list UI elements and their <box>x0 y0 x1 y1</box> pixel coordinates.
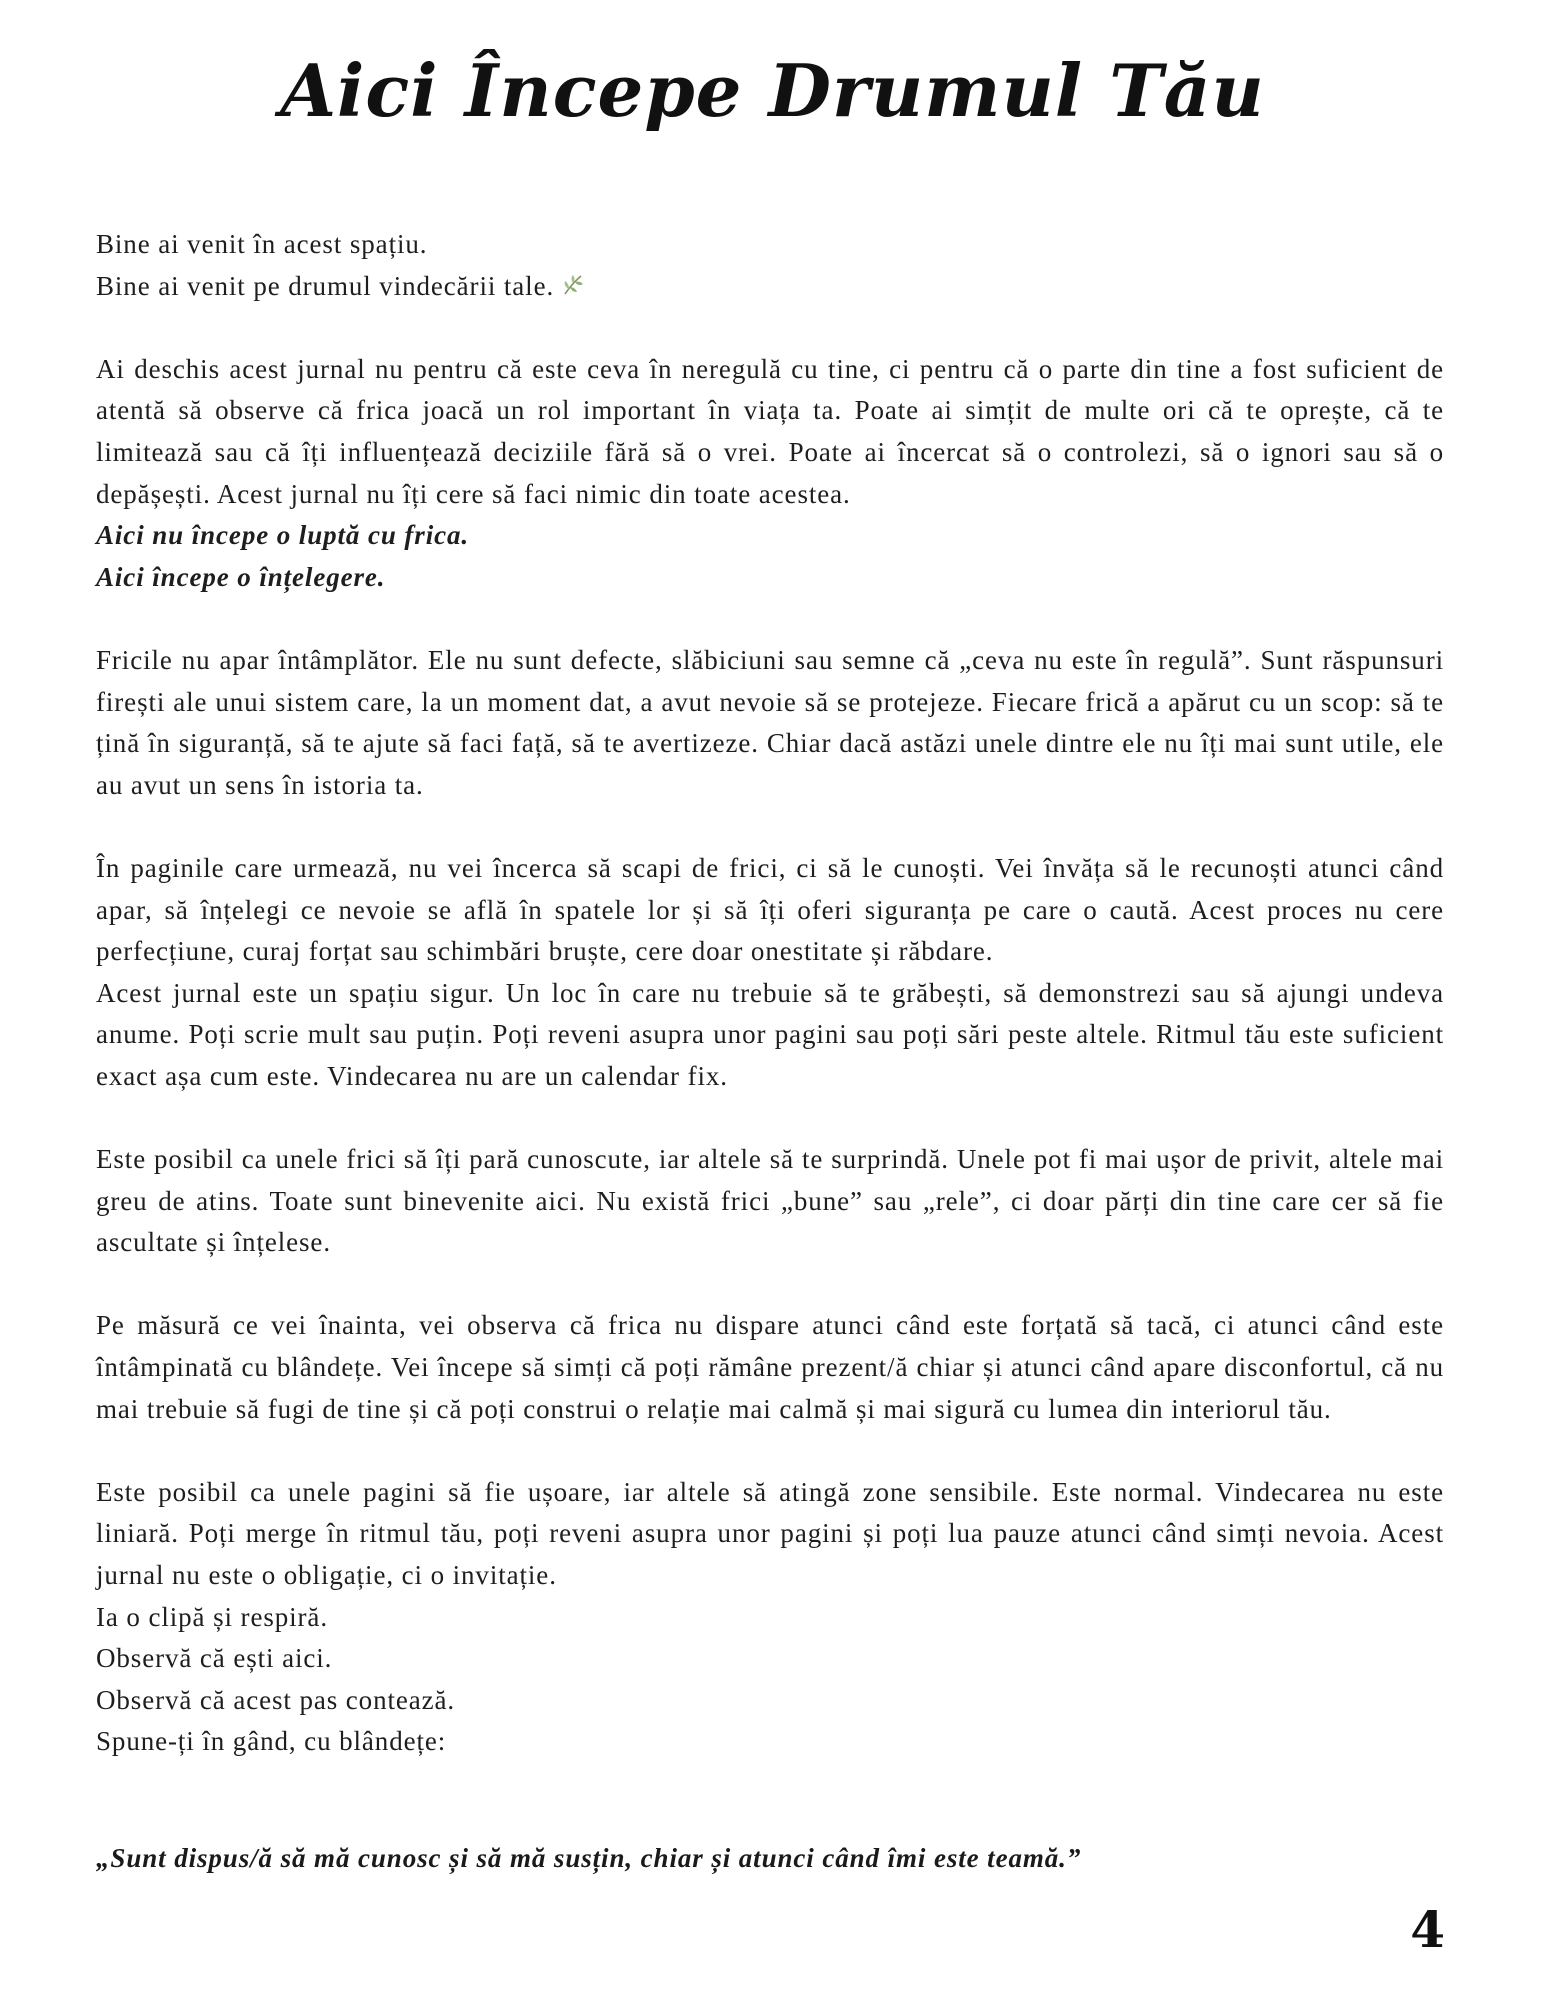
paragraph-5-text: Pe măsură ce vei înainta, vei observa că frica nu dispare atunci când este forțată să tacă, ci atunci când este întâmpinată cu blândețe. Vei începe să simți că poți rămâne prezent/ă chiar și atunci când apare disconfortul, că nu mai trebuie să fugi de tine și că poți construi o relație mai calmă și mai sigură cu lumea din interiorul tău. <box>96 1310 1444 1424</box>
page-title: Aici Începe Drumul Tău <box>280 48 1265 133</box>
paragraph-1 <box>96 349 1444 599</box>
paragraph-4-text: Este posibil ca unele frici să îți pară cunoscute, iar altele să te surprindă. Unele pot fi mai ușor de privit, altele mai greu de atins. Toate sunt binevenite aici. Nu există frici „bune” sau „rele”, ci doar părți din tine care cer să fie ascultate și înțelese. <box>96 1144 1444 1258</box>
intro-line-2: Bine ai venit pe drumul vindecării tale. <box>96 270 555 301</box>
leaf-icon <box>560 272 586 298</box>
paragraph-3-text-2: Acest jurnal este un spațiu sigur. Un loc în care nu trebuie să te grăbești, să demonstrezi sau să ajungi undeva anume. Poți scrie mult sau puțin. Poți reveni asupra unor pagini sau poți sări peste altele. Ritmul tău este suficient exact așa cum este. Vindecarea nu are un calendar fix. <box>96 977 1444 1091</box>
paragraph-6-line-2: Observă că ești aici. <box>96 1643 333 1674</box>
paragraph-3 <box>96 848 1444 1098</box>
body-text <box>96 224 1444 1763</box>
intro-line-2-wrapper <box>96 266 1444 308</box>
paragraph-6-text: Este posibil ca unele pagini să fie ușoare, iar altele să atingă zone sensibile. Este normal. Vindecarea nu este liniară. Poți merge în ritmul tău, poți reveni asupra unor pagini și poți lua pauze atunci când simți nevoia. Acest jurnal nu este o obligație, ci o invitație. <box>96 1476 1444 1590</box>
paragraph-6 <box>96 1472 1444 1763</box>
intro-paragraph <box>96 224 1444 307</box>
paragraph-3-text-1: În paginile care urmează, nu vei încerca să scapi de frici, ci să le cunoști. Vei învăța să le recunoști atunci când apar, să înțelegi ce nevoie se află în spatele lor și să îți oferi siguranța pe care o caută. Acest proces nu cere perfecțiune, curaj forțat sau schimbări bruște, cere doar onestitate și răbdare. <box>96 852 1444 967</box>
paragraph-6-line-3: Observă că acest pas contează. <box>96 1684 456 1715</box>
page-number: 4 <box>1410 1900 1445 1959</box>
paragraph-1-text: Ai deschis acest jurnal nu pentru că este ceva în neregulă cu tine, ci pentru că o parte din tine a fost suficient de atentă să observe că frica joacă un rol important în viața ta. Poate ai simțit de multe ori că te oprește, că te limitează sau că îți influențează deciziile fără să o vrei. Poate ai încercat să o controlezi, să o ignori sau să o depășești. Acest jurnal nu îți cere să faci nimic din toate acestea. <box>96 353 1444 509</box>
paragraph-6-line-1: Ia o clipă și respiră. <box>96 1601 328 1632</box>
paragraph-2 <box>96 640 1444 806</box>
closing-quote: „Sunt dispus/ă să mă cunosc și să mă susțin, chiar și atunci când îmi este teamă.” <box>96 1843 1082 1873</box>
intro-line-1: Bine ai venit în acest spațiu. <box>96 229 428 259</box>
paragraph-5 <box>96 1305 1444 1430</box>
paragraph-6-line-4: Spune-ți în gând, cu blândețe: <box>96 1726 447 1757</box>
paragraph-1-emphasis-1: Aici nu începe o luptă cu frica. <box>96 520 470 551</box>
paragraph-1-emphasis-2: Aici începe o înțelegere. <box>96 561 386 592</box>
paragraph-4 <box>96 1139 1444 1264</box>
paragraph-2-text: Fricile nu apar întâmplător. Ele nu sunt defecte, slăbiciuni sau semne că „ceva nu este în regulă”. Sunt răspunsuri firești ale unui sistem care, la un moment dat, a avut nevoie să se protejeze. Fiecare frică a apărut cu un scop: să te țină în siguranță, să te ajute să faci față, să te avertizeze. Chiar dacă astăzi unele dintre ele nu îți mai sunt utile, ele au avut un sens în istoria ta. <box>96 644 1444 800</box>
